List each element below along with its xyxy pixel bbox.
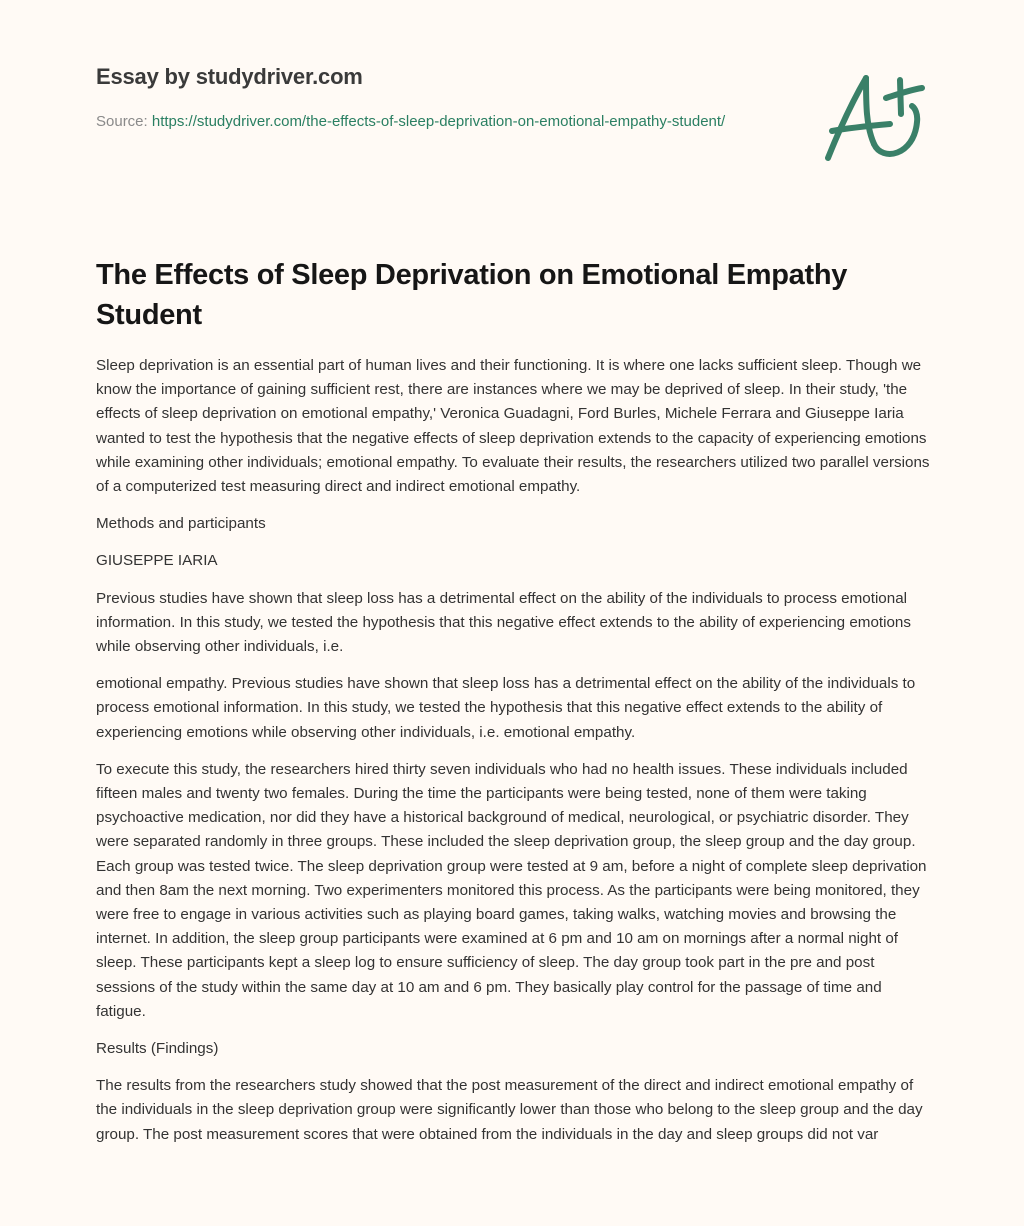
paragraph-methods: To execute this study, the researchers hired thirty seven individuals who had no health issues. These individuals included fifteen males and twenty two females. During the time the participants were being tested, none of them were taking psychoactive medication, nor did they have a historical background of medical, neurological, or psychiatric disorder. They were separated randomly in three groups. These included the sleep deprivation group, the sleep group and the day group. Each group was tested twice. The sleep deprivation group were tested at 9 am, before a night of complete sleep deprivation and then 8am the next morning. Two experimenters monitored this process. As the participants were being monitored, they were free to engage in various activities such as playing board games, taking walks, watching movies and browsing the internet. In addition, the sleep group participants were examined at 6 pm and 10 am on mornings after a normal night of sleep. These participants kept a sleep log to ensure sufficiency of sleep. The day group took part in the pre and post sessions of the study within the same day at 10 am and 6 pm. They basically play control for the passage of time and fatigue. [96, 760, 927, 1020]
document-title: The Effects of Sleep Deprivation on Emotional Empathy Student [96, 259, 848, 331]
source-label: Source: [96, 113, 152, 130]
paragraph-abstract-2: emotional empathy. Previous studies have shown that sleep loss has a detrimental effect on the ability of the individuals to process emotional information. In this study, we tested the hypothesis that this negative effect extends to the ability of experiencing emotions while observing other individuals, i.e. emotional empathy. [96, 675, 916, 741]
essay-body [96, 354, 932, 1160]
paragraph-intro: Sleep deprivation is an essential part of human lives and their functioning. It is where one lacks sufficient sleep. Though we know the importance of gaining sufficient rest, there are instances where we may be deprived of sleep. In their study, 'the effects of sleep deprivation on emotional empathy,' Veronica Guadagni, Ford Burles, Michele Ferrara and Giuseppe Iaria wanted to test the hypothesis that the negative effects of sleep deprivation extends to the capacity of experiencing emotions while examining other individuals; emotional empathy. To evaluate their results, the researchers utilized two parallel versions of a computerized test measuring direct and indirect emotional empathy. [96, 357, 930, 496]
source-line [96, 110, 776, 134]
essay-header [96, 62, 796, 134]
section-heading-results: Results (Findings) [96, 1040, 219, 1058]
paragraph-results: The results from the researchers study showed that the post measurement of the direct and indirect emotional empathy of the individuals in the sleep deprivation group were significantly lower than those who belong to the sleep group and the day group. The post measurement scores that were obtained from the individuals in the day and sleep groups did not var [96, 1077, 923, 1143]
section-heading-methods: Methods and participants [96, 515, 266, 533]
source-link[interactable]: https://studydriver.com/the-effects-of-sleep-deprivation-on-emotional-empathy-student/ [151, 113, 726, 130]
author-name: GIUSEPPE IARIA [96, 552, 218, 570]
a-plus-grade-icon [818, 66, 928, 166]
paragraph-abstract-1: Previous studies have shown that sleep loss has a detrimental effect on the ability of the individuals to process emotional information. In this study, we tested the hypothesis that this negative effect extends to the ability of experiencing emotions while observing other individuals, i.e. [96, 589, 911, 656]
site-title: Essay by studydriver.com [96, 64, 363, 89]
